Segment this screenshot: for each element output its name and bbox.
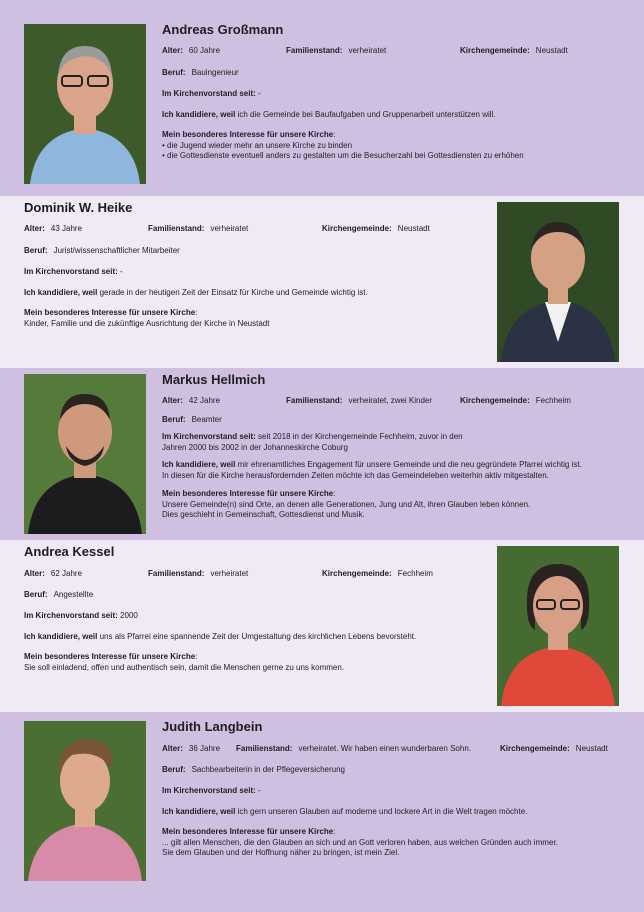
board-row: Im Kirchenvorstand seit: - bbox=[162, 786, 261, 795]
age-row: Alter: 42 Jahre bbox=[162, 396, 221, 405]
reason-row: Ich kandidiere, weil ich die Gemeinde bei Baufaufgaben und Gruppenarbeit unterstützen will. bbox=[162, 110, 496, 119]
candidate-name: Dominik W. Heike bbox=[24, 200, 133, 215]
candidate-name: Markus Hellmich bbox=[162, 372, 266, 387]
board-row: Im Kirchenvorstand seit: - bbox=[162, 89, 261, 98]
job-row: Beruf: Jurist/wissenschaftlicher Mitarbeiter bbox=[24, 246, 180, 255]
parish-row: Kirchengemeinde: Neustadt bbox=[322, 224, 430, 233]
interest-block: Mein besonderes Interesse für unsere Kirche: Sie soll einladend, offen und authentisch sein, damit die Menschen gerne zu uns kommen. bbox=[24, 652, 345, 672]
family-row: Familienstand: verheiratet. Wir haben einen wunderbaren Sohn. bbox=[236, 744, 472, 753]
parish-row: Kirchengemeinde: Neustadt bbox=[500, 744, 608, 753]
family-row: Familienstand: verheiratet bbox=[148, 569, 249, 578]
interest-block: Mein besonderes Interesse für unsere Kirche: • die Jugend wieder mehr an unsere Kirche zu binden • die Gottesdienste eventuell anders zu gestalten um die Besucherzahl bei Gottesdiensten zu erhöhen bbox=[162, 130, 524, 160]
portrait-image bbox=[497, 546, 619, 706]
portrait-image bbox=[24, 24, 146, 184]
age-row: Alter: 62 Jahre bbox=[24, 569, 83, 578]
parish-row: Kirchengemeinde: Fechheim bbox=[322, 569, 433, 578]
family-row: Familienstand: verheiratet bbox=[286, 46, 387, 55]
interest-block: Mein besonderes Interesse für unsere Kirche: Unsere Gemeinde(n) sind Orte, an denen alle Generationen, Jung und Alt, ihren Glauben leben können. Dies geschieht in Gemeinschaft, Gottesdienst und Musik. bbox=[162, 489, 531, 519]
reason-row: Ich kandidiere, weil uns als Pfarrei eine spannende Zeit der Umgestaltung des kirchlichen Lebens bevorsteht. bbox=[24, 632, 417, 641]
board-row: Im Kirchenvorstand seit: 2000 bbox=[24, 611, 138, 620]
candidate-card-1 bbox=[0, 0, 644, 196]
age-row: Alter: 60 Jahre bbox=[162, 46, 221, 55]
board-row: Im Kirchenvorstand seit: - bbox=[24, 267, 123, 276]
candidate-photo bbox=[497, 546, 619, 706]
candidate-name: Andrea Kessel bbox=[24, 544, 115, 559]
portrait-image bbox=[24, 721, 146, 881]
family-row: Familienstand: verheiratet bbox=[148, 224, 249, 233]
parish-row: Kirchengemeinde: Neustadt bbox=[460, 46, 568, 55]
job-row: Beruf: Beamter bbox=[162, 415, 222, 424]
candidate-photo bbox=[24, 374, 146, 534]
candidate-name: Andreas Großmann bbox=[162, 22, 284, 37]
candidate-photo bbox=[24, 721, 146, 881]
face bbox=[533, 576, 583, 636]
reason-row: Ich kandidiere, weil mir ehrenamtliches Engagement für unsere Gemeinde und die neu gegründete Pfarrei wichtig ist. In diesen für die Kirche herausfordernden Zeiten möchte ich das Gemeindeleben weiterhin aktiv mitgestalten. bbox=[162, 460, 582, 480]
candidate-photo bbox=[24, 24, 146, 184]
job-row: Beruf: Sachbearbeiterin in der Pflegeversicherung bbox=[162, 765, 345, 774]
board-row: Im Kirchenvorstand seit: seit 2018 in der Kirchengemeinde Fechheim, zuvor in den Jahren 2000 bis 2002 in der Johanneskirche Coburg bbox=[162, 432, 463, 452]
family-row: Familienstand: verheiratet, zwei Kinder bbox=[286, 396, 433, 405]
candidate-card-3 bbox=[0, 368, 644, 540]
portrait-image bbox=[497, 202, 619, 362]
portrait-image bbox=[24, 374, 146, 534]
candidate-name: Judith Langbein bbox=[162, 719, 263, 734]
age-row: Alter: 43 Jahre bbox=[24, 224, 83, 233]
reason-row: Ich kandidiere, weil gerade in der heutigen Zeit der Einsatz für Kirche und Gemeinde wichtig ist. bbox=[24, 288, 368, 297]
job-row: Beruf: Angestellte bbox=[24, 590, 94, 599]
parish-row: Kirchengemeinde: Fechheim bbox=[460, 396, 571, 405]
candidate-card-5 bbox=[0, 712, 644, 912]
candidate-card-4 bbox=[0, 540, 644, 712]
interest-block: Mein besonderes Interesse für unsere Kirche: ... gilt allen Menschen, die den Glauben an sich und an Gott verloren haben, aus welchen Gründen auch immer. Sie dem Glauben und der Hoffnung näher zu bringen, ist mein Ziel. bbox=[162, 827, 558, 857]
candidate-card-2 bbox=[0, 196, 644, 368]
age-row: Alter: 36 Jahre bbox=[162, 744, 221, 753]
job-row: Beruf: Bauingenieur bbox=[162, 68, 239, 77]
candidate-photo bbox=[497, 202, 619, 362]
reason-row: Ich kandidiere, weil ich gern unseren Glauben auf moderne und lockere Art in die Welt tragen möchte. bbox=[162, 807, 528, 816]
interest-block: Mein besonderes Interesse für unsere Kirche: Kinder, Familie und die zukünftige Ausrichtung der Kirche in Neustadt bbox=[24, 308, 270, 328]
